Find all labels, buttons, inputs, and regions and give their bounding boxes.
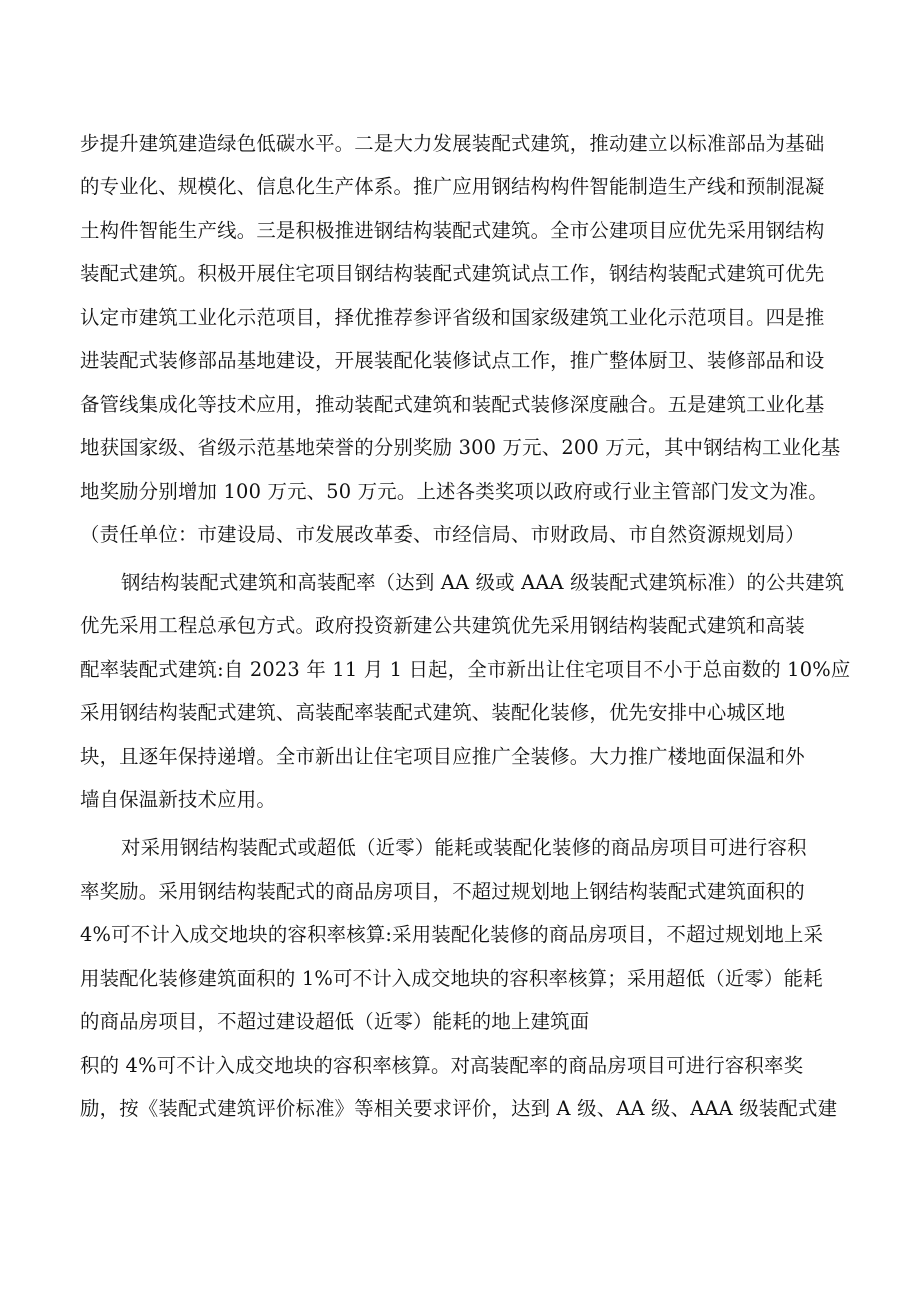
paragraph-line: 率奖励。采用钢结构装配式的商品房项目，不超过规划地上钢结构装配式建筑面积的 bbox=[80, 880, 805, 903]
paragraph-line: 励，按《装配式建筑评价标准》等相关要求评价，达到 A 级、AA 级、AAA 级装配式建 bbox=[80, 1097, 838, 1120]
paragraph-line: 步提升建筑建造绿色低碳水平。二是大力发展装配式建筑，推动建立以标准部品为基础 bbox=[80, 132, 825, 155]
paragraph-line: 4%可不计入成交地块的容积率核算:采用装配化装修的商品房项目，不超过规划地上采 bbox=[80, 923, 824, 946]
paragraph-line: 的专业化、规模化、信息化生产体系。推广应用钢结构构件智能制造生产线和预制混凝 bbox=[80, 175, 825, 198]
paragraph-line: 块，且逐年保持递增。全市新出让住宅项目应推广全装修。大力推广楼地面保温和外 bbox=[80, 745, 805, 768]
paragraph-line: 墙自保温新技术应用。 bbox=[80, 788, 276, 811]
paragraph-line: 采用钢结构装配式建筑、高装配率装配式建筑、装配化装修，优先安排中心城区地 bbox=[80, 701, 786, 724]
paragraph-line: 的商品房项目，不超过建设超低（近零）能耗的地上建筑面 bbox=[80, 1010, 590, 1033]
paragraph-line: 配率装配式建筑:自 2023 年 11 月 1 日起，全市新出让住宅项目不小于总亩数的 10%应 bbox=[80, 658, 851, 681]
paragraph-line: 认定市建筑工业化示范项目，择优推荐参评省级和国家级建筑工业化示范项目。四是推 bbox=[80, 306, 825, 329]
paragraph-line: 对采用钢结构装配式或超低（近零）能耗或装配化装修的商品房项目可进行容积 bbox=[121, 836, 807, 859]
paragraph-line: 优先采用工程总承包方式。政府投资新建公共建筑优先采用钢结构装配式建筑和高装 bbox=[80, 614, 805, 637]
paragraph-line: 积的 4%可不计入成交地块的容积率核算。对高装配率的商品房项目可进行容积率奖 bbox=[80, 1054, 804, 1077]
paragraph-line: 备管线集成化等技术应用，推动装配式建筑和装配式装修深度融合。五是建筑工业化基 bbox=[80, 393, 825, 416]
paragraph-line: 进装配式装修部品基地建设，开展装配化装修试点工作，推广整体厨卫、装修部品和设 bbox=[80, 349, 825, 372]
paragraph-line: 地获国家级、省级示范基地荣誉的分别奖励 300 万元、200 万元，其中钢结构工业化基 bbox=[80, 436, 841, 459]
paragraph-line: 土构件智能生产线。三是积极推进钢结构装配式建筑。全市公建项目应优先采用钢结构 bbox=[80, 219, 825, 242]
paragraph-line: 钢结构装配式建筑和高装配率（达到 AA 级或 AAA 级装配式建筑标准）的公共建筑 bbox=[121, 571, 845, 594]
paragraph-line: 装配式建筑。积极开展住宅项目钢结构装配式建筑试点工作，钢结构装配式建筑可优先 bbox=[80, 262, 825, 285]
paragraph-line: 用装配化装修建筑面积的 1%可不计入成交地块的容积率核算；采用超低（近零）能耗 bbox=[80, 967, 823, 990]
paragraph-line: 地奖励分别增加 100 万元、50 万元。上述各类奖项以政府或行业主管部门发文为准。 bbox=[80, 480, 828, 503]
paragraph-line: （责任单位：市建设局、市发展改革委、市经信局、市财政局、市自然资源规划局） bbox=[80, 523, 805, 546]
